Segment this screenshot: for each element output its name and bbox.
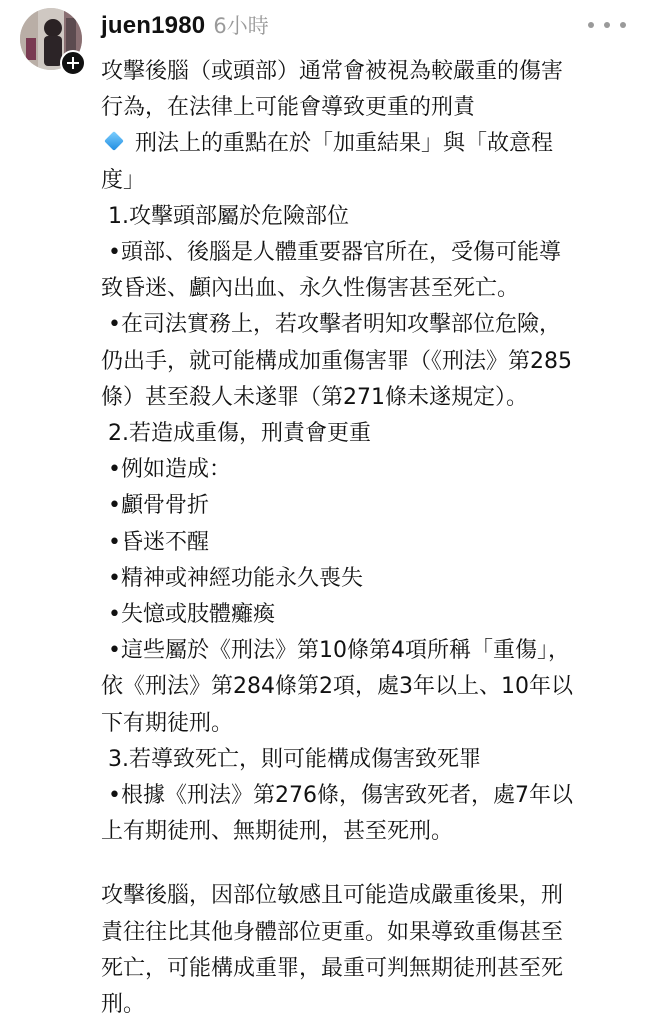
post-timestamp: 6小時 [213, 14, 269, 38]
post-line-with-icon [101, 126, 633, 162]
post-line: •失憶或肢體癱瘓 [101, 602, 275, 628]
plus-icon [67, 57, 79, 69]
post-line: •昏迷不醒 [101, 529, 209, 555]
post-line: 攻擊後腦（或頭部）通常會被視為較嚴重的傷害 [101, 59, 564, 84]
post-line: 致昏迷、顱內出血、永久性傷害甚至死亡。 [101, 276, 520, 302]
post-line: •在司法實務上，若攻擊者明知攻擊部位危險， [101, 312, 561, 338]
post-line: 行為，在法律上可能會導致更重的刑責 [101, 95, 476, 121]
paragraph-gap [101, 850, 633, 878]
more-options-button[interactable] [588, 14, 626, 36]
post-line: •精神或神經功能永久喪失 [101, 565, 363, 591]
avatar-container[interactable] [20, 8, 82, 70]
post-line: •根據《刑法》第276條，傷害致死者，處7年以 [101, 783, 573, 809]
post-line: 仍出手，就可能構成加重傷害罪（《刑法》第285 [101, 348, 572, 374]
post-header [101, 10, 269, 44]
username-link[interactable]: juen1980 [101, 12, 206, 39]
post-line: 2.若造成重傷，刑責會更重 [101, 421, 371, 447]
post-line: •顱骨骨折 [101, 493, 209, 519]
post-line: 度」 [101, 167, 146, 193]
post-line: •例如造成： [101, 457, 231, 483]
post-line: 條）甚至殺人未遂罪（第271條未遂規定）。 [101, 384, 528, 410]
summary-line: 責往往比其他身體部位更重。如果導致重傷甚至 [101, 919, 564, 945]
post-line-text: 刑法上的重點在於「加重結果」與「故意程 [135, 131, 554, 157]
more-horizontal-icon [588, 22, 594, 28]
summary-line: 死亡，可能構成重罪，最重可判無期徒刑甚至死 [101, 955, 564, 981]
post-line: 3.若導致死亡，則可能構成傷害致死罪 [101, 746, 481, 772]
post-line: 下有期徒刑。 [101, 710, 234, 736]
post-line: 上有期徒刑、無期徒刑，甚至死刑。 [101, 819, 454, 845]
post-line: 依《刑法》第284條第2項，處3年以上、10年以 [101, 674, 573, 700]
post-line: •頭部、後腦是人體重要器官所在，受傷可能導 [101, 240, 561, 266]
more-horizontal-icon-dot [620, 22, 626, 28]
summary-line: 攻擊後腦，因部位敏感且可能造成嚴重後果，刑 [101, 883, 564, 909]
blue-diamond-icon [104, 132, 124, 152]
post-line: •這些屬於《刑法》第10條第4項所稱「重傷」， [101, 638, 570, 664]
more-horizontal-icon-dot [604, 22, 610, 28]
summary-line: 刑。 [101, 992, 146, 1018]
post-line: 1.攻擊頭部屬於危險部位 [101, 203, 349, 229]
follow-button[interactable] [60, 50, 86, 76]
post-body [101, 54, 633, 1023]
